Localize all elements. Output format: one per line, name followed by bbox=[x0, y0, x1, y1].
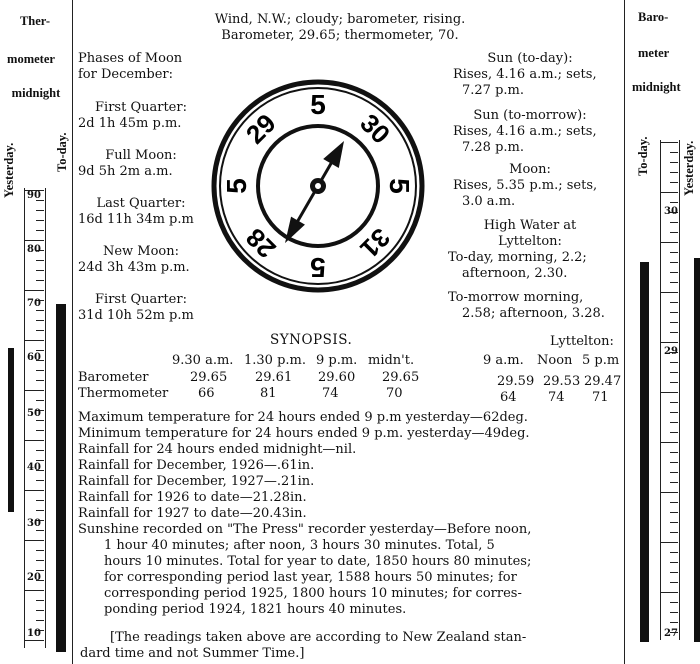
barometer-tick bbox=[670, 372, 678, 373]
synopsis-header: 9 p.m. bbox=[316, 353, 358, 368]
thermometer-tick bbox=[36, 610, 44, 611]
moon-phase-name: First Quarter: bbox=[95, 292, 187, 307]
barometer-tick bbox=[670, 182, 678, 183]
dial-label: 5 bbox=[310, 252, 326, 283]
baro-label-27: 27 bbox=[664, 628, 678, 639]
thermometer-yesterday-label: Yesterday. bbox=[2, 142, 16, 198]
thermometer-tick bbox=[36, 420, 44, 421]
barometer-tick bbox=[670, 162, 678, 163]
summary-line: Rainfall for 1927 to date—20.43in. bbox=[78, 506, 307, 521]
table-cell: 29.59 bbox=[497, 374, 535, 389]
thermometer-tick bbox=[36, 370, 44, 371]
barometer-tick bbox=[660, 442, 678, 443]
barometer-yesterday-bar bbox=[694, 258, 700, 642]
barometer-tick bbox=[660, 542, 678, 543]
moon-phase-time: 2d 1h 45m p.m. bbox=[78, 116, 182, 131]
weather-dial bbox=[208, 76, 428, 296]
barometer-tick bbox=[670, 512, 678, 513]
barometer-tick bbox=[670, 432, 678, 433]
barometer-tick bbox=[660, 142, 678, 143]
barometer-tick bbox=[670, 462, 678, 463]
scale-label-30: 30 bbox=[27, 518, 41, 529]
barometer-tick bbox=[660, 192, 678, 193]
thermometer-tick bbox=[24, 290, 44, 291]
moon-phase-time: 9d 5h 2m a.m. bbox=[78, 164, 173, 179]
weather-header-line-2: Barometer, 29.65; thermometer, 70. bbox=[221, 28, 459, 43]
barometer-tick bbox=[670, 152, 678, 153]
lyttelton-title: Lyttelton: bbox=[550, 334, 614, 349]
barometer-tick bbox=[670, 232, 678, 233]
table-cell: 81 bbox=[260, 386, 277, 401]
baro-label-29: 29 bbox=[664, 346, 678, 357]
table-cell: 29.61 bbox=[255, 370, 293, 385]
barometer-tick bbox=[660, 392, 678, 393]
barometer-yesterday-label: Yesterday. bbox=[682, 140, 696, 196]
left-column-rule bbox=[72, 0, 73, 664]
thermometer-tick bbox=[36, 380, 44, 381]
thermometer-tick bbox=[36, 550, 44, 551]
high-water-today-2: afternoon, 2.30. bbox=[462, 266, 568, 281]
moon-phase-name: Last Quarter: bbox=[96, 196, 186, 211]
scale-label-90: 90 bbox=[27, 190, 41, 201]
thermometer-tick bbox=[36, 560, 44, 561]
barometer-tick bbox=[670, 502, 678, 503]
thermometer-tick bbox=[36, 330, 44, 331]
wind-arrow bbox=[277, 136, 352, 247]
thermometer-tick bbox=[36, 460, 44, 461]
thermometer-column bbox=[0, 0, 72, 664]
barometer-tick bbox=[670, 532, 678, 533]
moon-line-1: Rises, 5.35 p.m.; sets, bbox=[453, 178, 598, 193]
scale-label-50: 50 bbox=[27, 408, 41, 419]
dial-label: 30 bbox=[354, 107, 397, 150]
thermometer-title-line-2: mometer bbox=[7, 52, 55, 66]
scale-label-20: 20 bbox=[27, 572, 41, 583]
lyttelton-header: Noon bbox=[537, 353, 573, 368]
moon-title: Moon: bbox=[509, 162, 551, 177]
moon-line-2: 3.0 a.m. bbox=[462, 194, 516, 209]
table-cell: 71 bbox=[592, 390, 609, 405]
moon-phase-name: New Moon: bbox=[102, 244, 180, 259]
synopsis-header: 9.30 a.m. bbox=[172, 353, 234, 368]
barometer-tick bbox=[670, 262, 678, 263]
barometer-tick bbox=[670, 362, 678, 363]
table-cell: 29.47 bbox=[584, 374, 622, 389]
high-water-tomorrow-2: 2.58; afternoon, 3.28. bbox=[462, 306, 605, 321]
thermometer-tick bbox=[36, 220, 44, 221]
barometer-tick bbox=[660, 592, 678, 593]
summary-line: Maximum temperature for 24 hours ended 9 p.m yesterday—62deg. bbox=[78, 410, 528, 425]
lyttelton-header: 5 p.m bbox=[582, 353, 620, 368]
thermometer-tick bbox=[36, 210, 44, 211]
barometer-tick bbox=[670, 272, 678, 273]
dial-label: 5 bbox=[384, 178, 415, 194]
barometer-tick bbox=[670, 602, 678, 603]
scale-label-60: 60 bbox=[27, 352, 41, 363]
sunshine-line: ponding period 1924, 1821 hours 40 minutes. bbox=[104, 602, 407, 617]
scale-label-40: 40 bbox=[27, 462, 41, 473]
barometer-tick bbox=[660, 292, 678, 293]
summary-line: Rainfall for 1926 to date—21.28in. bbox=[78, 490, 307, 505]
thermometer-title-line-1: Ther- bbox=[19, 14, 51, 28]
dial-label: 29 bbox=[239, 107, 282, 150]
barometer-tick bbox=[670, 582, 678, 583]
synopsis-header: midn't. bbox=[368, 353, 415, 368]
table-cell: 29.53 bbox=[543, 374, 581, 389]
barometer-tick bbox=[670, 422, 678, 423]
sun-tomorrow-title: Sun (to-morrow): bbox=[473, 108, 587, 123]
sun-today-line-1: Rises, 4.16 a.m.; sets, bbox=[453, 67, 597, 82]
table-cell: 74 bbox=[322, 386, 339, 401]
barometer-today-label: To-day. bbox=[636, 136, 650, 176]
sun-today-title: Sun (to-day): bbox=[487, 51, 573, 66]
weather-header-line-1: Wind, N.W.; cloudy; barometer, rising. bbox=[214, 12, 466, 27]
thermometer-tick bbox=[36, 480, 44, 481]
barometer-tick bbox=[670, 252, 678, 253]
table-cell: 64 bbox=[500, 390, 517, 405]
barometer-column bbox=[626, 0, 700, 664]
thermometer-tick bbox=[36, 350, 44, 351]
thermometer-tick bbox=[24, 440, 44, 441]
thermometer-yesterday-bar bbox=[8, 348, 14, 512]
scale-label-10: 10 bbox=[27, 628, 41, 639]
table-cell: 29.60 bbox=[318, 370, 356, 385]
barometer-title-line-3: midnight bbox=[632, 80, 681, 94]
sunshine-line: corresponding period 1925, 1800 hours 10 minutes; for corres- bbox=[104, 586, 522, 601]
barometer-tick bbox=[670, 452, 678, 453]
barometer-tick bbox=[660, 242, 678, 243]
thermometer-tick bbox=[36, 260, 44, 261]
thermometer-tick bbox=[36, 320, 44, 321]
thermometer-tick bbox=[24, 590, 44, 591]
barometer-tick bbox=[670, 562, 678, 563]
thermometer-today-label: To-day. bbox=[55, 132, 69, 172]
dial-label: 5 bbox=[221, 178, 252, 194]
barometer-tick bbox=[670, 412, 678, 413]
sunshine-line: for corresponding period last year, 1588 hours 50 minutes; for bbox=[104, 570, 517, 585]
barometer-tick bbox=[660, 342, 678, 343]
thermometer-tick bbox=[24, 240, 44, 241]
barometer-tick bbox=[670, 622, 678, 623]
summary-line: Rainfall for December, 1926—.61in. bbox=[78, 458, 315, 473]
summary-line: Minimum temperature for 24 hours ended 9 p.m. yesterday—49deg. bbox=[78, 426, 530, 441]
thermometer-tick bbox=[24, 490, 44, 491]
scale-label-80: 80 bbox=[27, 244, 41, 255]
table-cell: 29.65 bbox=[190, 370, 228, 385]
barometer-tick bbox=[670, 382, 678, 383]
moon-phases-title-1: Phases of Moon bbox=[78, 51, 183, 66]
thermometer-tick bbox=[24, 390, 44, 391]
barometer-tick bbox=[670, 202, 678, 203]
moon-phase-name: First Quarter: bbox=[95, 100, 187, 115]
sunshine-line: 1 hour 40 minutes; after noon, 3 hours 30 minutes. Total, 5 bbox=[104, 538, 495, 553]
table-cell: 29.65 bbox=[382, 370, 420, 385]
summary-line: Rainfall for December, 1927—.21in. bbox=[78, 474, 315, 489]
moon-phase-name: Full Moon: bbox=[105, 148, 177, 163]
barometer-tick bbox=[670, 552, 678, 553]
dial-label: 31 bbox=[354, 222, 397, 265]
thermometer-tick bbox=[36, 530, 44, 531]
table-row-label: Thermometer bbox=[78, 386, 169, 401]
thermometer-tick bbox=[24, 340, 44, 341]
sunshine-line: Sunshine recorded on "The Press" recorder yesterday—Before noon, bbox=[78, 522, 532, 537]
barometer-tick bbox=[670, 482, 678, 483]
synopsis-title: SYNOPSIS. bbox=[270, 332, 353, 348]
dial-label: 28 bbox=[239, 222, 282, 265]
thermometer-tick bbox=[36, 400, 44, 401]
table-cell: 74 bbox=[548, 390, 565, 405]
high-water-title-1: High Water at bbox=[483, 218, 577, 233]
sun-today-line-2: 7.27 p.m. bbox=[462, 83, 524, 98]
sunshine-line: hours 10 minutes. Total for year to date, 1850 hours 80 minutes; bbox=[104, 554, 532, 569]
lyttelton-header: 9 a.m. bbox=[483, 353, 524, 368]
thermometer-tick bbox=[36, 450, 44, 451]
barometer-tick bbox=[670, 302, 678, 303]
thermometer-today-bar bbox=[56, 304, 66, 652]
thermometer-tick bbox=[36, 620, 44, 621]
barometer-title-line-2: meter bbox=[638, 46, 670, 60]
barometer-tick bbox=[670, 572, 678, 573]
barometer-tick bbox=[670, 402, 678, 403]
scale-label-70: 70 bbox=[27, 298, 41, 309]
thermometer-tick bbox=[36, 230, 44, 231]
sun-tomorrow-line-2: 7.28 p.m. bbox=[462, 140, 524, 155]
high-water-tomorrow-1: To-morrow morning, bbox=[448, 290, 584, 305]
table-cell: 66 bbox=[198, 386, 215, 401]
thermometer-tick bbox=[24, 540, 44, 541]
high-water-today-1: To-day, morning, 2.2; bbox=[448, 250, 587, 265]
thermometer-tick bbox=[36, 570, 44, 571]
moon-phases-title-2: for December: bbox=[78, 67, 174, 82]
summary-line: Rainfall for 24 hours ended midnight—nil. bbox=[78, 442, 357, 457]
barometer-tick bbox=[670, 172, 678, 173]
thermometer-tick bbox=[36, 510, 44, 511]
barometer-title-line-1: Baro- bbox=[638, 10, 669, 24]
barometer-today-bar bbox=[640, 262, 649, 642]
barometer-tick bbox=[670, 612, 678, 613]
barometer-tick bbox=[670, 322, 678, 323]
thermometer-tick bbox=[36, 280, 44, 281]
sun-tomorrow-line-1: Rises, 4.16 a.m.; sets, bbox=[453, 124, 597, 139]
high-water-title-2: Lyttelton: bbox=[498, 234, 562, 249]
footnote-line: [The readings taken above are according to New Zealand stan- bbox=[110, 630, 527, 645]
table-cell: 70 bbox=[386, 386, 403, 401]
moon-phase-time: 31d 10h 52m p.m bbox=[78, 308, 194, 323]
thermometer-tick bbox=[36, 500, 44, 501]
barometer-tick bbox=[670, 472, 678, 473]
thermometer-title-line-3: midnight bbox=[11, 86, 61, 100]
barometer-tick bbox=[660, 492, 678, 493]
thermometer-tick bbox=[36, 600, 44, 601]
thermometer-tick bbox=[36, 270, 44, 271]
barometer-tick bbox=[670, 312, 678, 313]
table-row-label: Barometer bbox=[78, 370, 149, 385]
thermometer-tick bbox=[36, 310, 44, 311]
moon-phase-time: 24d 3h 43m p.m. bbox=[78, 260, 190, 275]
footnote-line: dard time and not Summer Time.] bbox=[80, 646, 305, 661]
barometer-tick bbox=[670, 282, 678, 283]
wind-arrow-head bbox=[323, 136, 352, 168]
right-column-rule bbox=[624, 0, 625, 664]
thermometer-tick bbox=[36, 430, 44, 431]
barometer-tick bbox=[670, 222, 678, 223]
barometer-tick bbox=[670, 522, 678, 523]
barometer-tick bbox=[670, 332, 678, 333]
baro-label-30: 30 bbox=[664, 206, 678, 217]
thermometer-tick bbox=[24, 640, 44, 641]
moon-phase-time: 16d 11h 34m p.m bbox=[78, 212, 194, 227]
synopsis-header: 1.30 p.m. bbox=[244, 353, 306, 368]
dial-label: 5 bbox=[310, 89, 326, 120]
